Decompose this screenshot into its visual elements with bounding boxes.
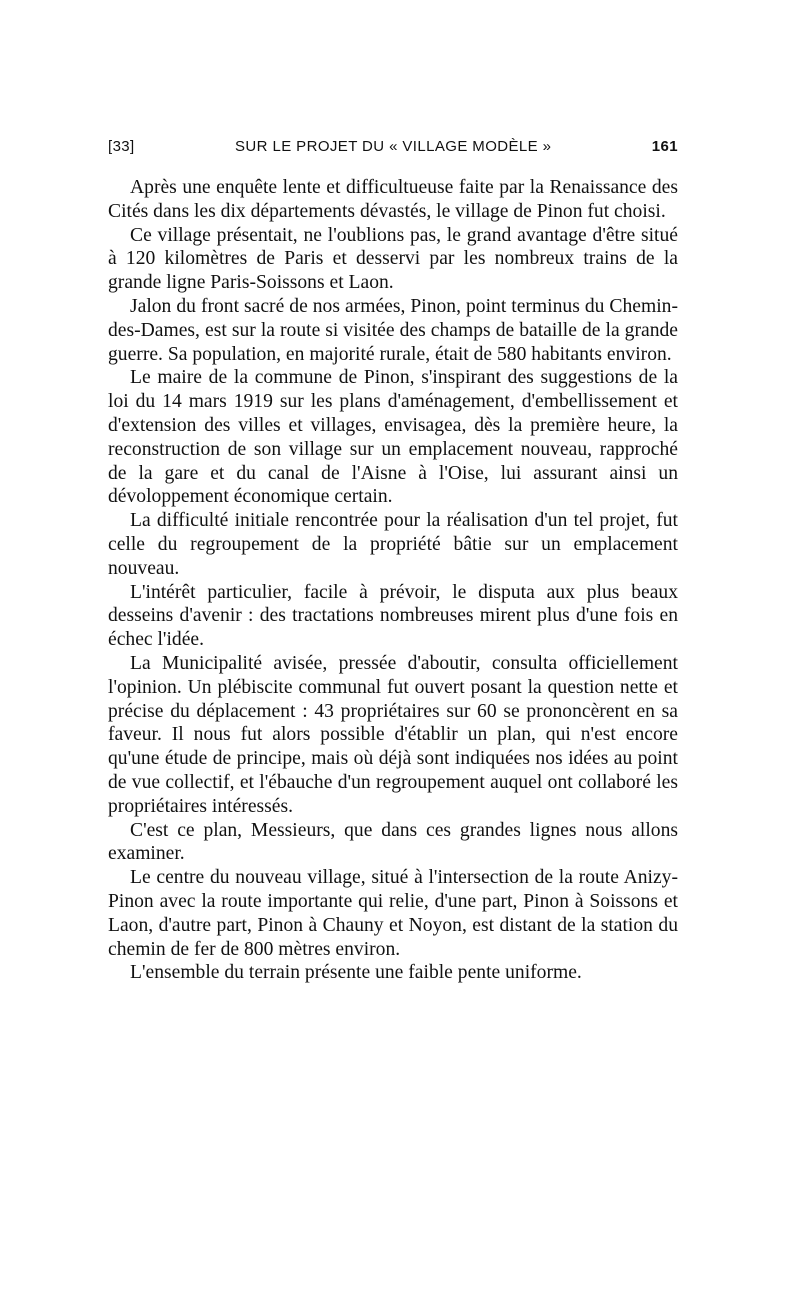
running-header <box>108 138 678 168</box>
paragraph: Le centre du nouveau village, situé à l'intersection de la route Anizy-Pinon avec la route importante qui relie, d'une part, Pinon à Soissons et Laon, d'autre part, Pinon à Chauny et Noyon, est distant de la station du chemin de fer de 800 mètres environ. <box>108 867 678 960</box>
paragraph: La difficulté initiale rencontrée pour la réalisation d'un tel projet, fut celle du regroupement de la propriété bâtie sur un emplacement nouveau. <box>108 510 678 579</box>
body-text <box>108 176 678 985</box>
section-marker: [33] <box>108 138 135 155</box>
paragraph: L'ensemble du terrain présente une faible pente uniforme. <box>130 962 582 984</box>
paragraph: Après une enquête lente et difficultueuse faite par la Renaissance des Cités dans les dix départements dévastés, le village de Pinon fut choisi. <box>108 177 678 222</box>
paragraph: L'intérêt particulier, facile à prévoir, le disputa aux plus beaux desseins d'avenir : des tractations nombreuses mirent plus d'une fois en échec l'idée. <box>108 581 678 651</box>
paragraph: La Municipalité avisée, pressée d'aboutir, consulta officiellement l'opinion. Un plébiscite communal fut ouvert posant la question nette et précise du déplacement : 43 propriétaires sur 60 se prononcèrent en sa faveur. Il nous fut alors possible d'établir un plan, qui n'est encore qu'une étude de principe, mais où déjà sont indiquées nos idées au point de vue collectif, et l'ébauche d'un regroupement auquel ont collaboré les propriétaires intéressés. <box>108 652 678 817</box>
paragraph: Le maire de la commune de Pinon, s'inspirant des suggestions de la loi du 14 mars 1919 sur les plans d'aménagement, d'embellissement et d'extension des villes et villages, envisagea, dès la première heure, la reconstruction de son village sur un emplacement nouveau, rapproché de la gare et du canal de l'Aisne à l'Oise, lui assurant ainsi un dévoloppement économique certain. <box>108 367 678 508</box>
paragraph: C'est ce plan, Messieurs, que dans ces grandes lignes nous allons examiner. <box>108 819 678 865</box>
page-number: 161 <box>651 138 678 155</box>
paragraph: Ce village présentait, ne l'oublions pas, le grand avantage d'être situé à 120 kilomètres de Paris et desservi par les nombreux trains de la grande ligne Paris-Soissons et Laon. <box>108 224 678 294</box>
running-title: SUR LE PROJET DU « VILLAGE MODÈLE » <box>235 138 552 155</box>
paragraph: Jalon du front sacré de nos armées, Pinon, point terminus du Chemin-des-Dames, est sur la route si visitée des champs de bataille de la grande guerre. Sa population, en majorité rurale, était de 580 habitants environ. <box>108 295 678 365</box>
book-page <box>108 138 678 985</box>
